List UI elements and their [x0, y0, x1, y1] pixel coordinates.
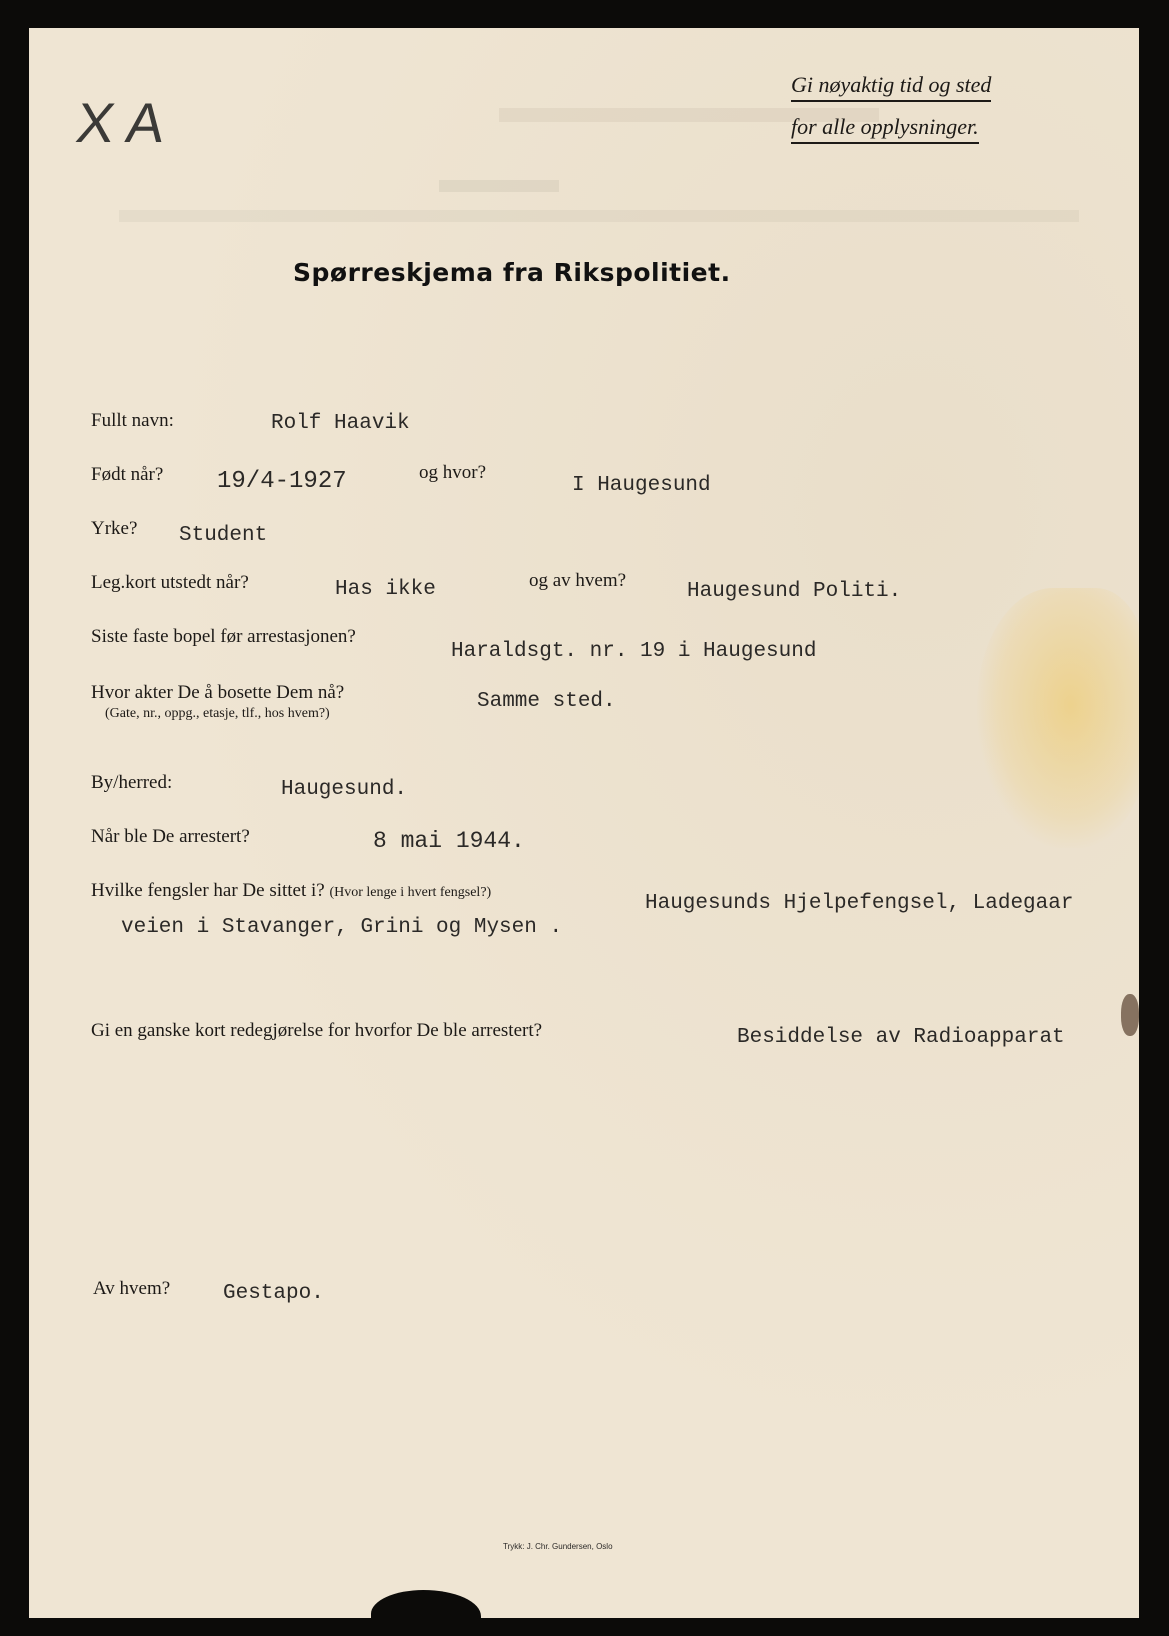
town-value: Haugesund. — [281, 778, 408, 801]
ink-spot — [1121, 994, 1139, 1036]
last-residence-label: Siste faste bopel før arrestasjonen? — [91, 626, 356, 647]
born-where-value: I Haugesund — [572, 474, 711, 497]
instruction-note-line2: for alle opplysninger. — [791, 114, 979, 144]
id-card-by-value: Haugesund Politi. — [687, 580, 902, 603]
form-title: Spørreskjema fra Rikspolitiet. — [293, 258, 731, 287]
bleed-through-line — [119, 210, 1079, 222]
town-label: By/herred: — [91, 772, 173, 793]
reason-value: Besiddelse av Radioapparat — [737, 1026, 1065, 1049]
last-residence-value: Haraldsgt. nr. 19 i Haugesund — [451, 640, 817, 663]
occupation-value: Student — [179, 524, 268, 547]
id-card-issued-value: Has ikke — [335, 578, 436, 601]
instruction-note-line1: Gi nøyaktig tid og sted — [791, 72, 991, 102]
prisons-label: Hvilke fengsler har De sittet i? — [91, 880, 325, 901]
prisons-hint: (Hvor lenge i hvert fengsel?) — [329, 885, 492, 900]
arrested-when-label: Når ble De arrestert? — [91, 826, 250, 847]
arrested-by-label: Av hvem? — [93, 1278, 171, 1299]
full-name-value: Rolf Haavik — [271, 412, 410, 435]
printer-credit: Trykk: J. Chr. Gundersen, Oslo — [503, 1542, 613, 1551]
water-stain — [977, 588, 1139, 848]
future-residence-hint: (Gate, nr., oppg., etasje, tlf., hos hvem?) — [105, 706, 330, 721]
arrested-when-value: 8 mai 1944. — [373, 828, 525, 854]
full-name-label: Fullt navn: — [91, 410, 174, 431]
occupation-label: Yrke? — [91, 518, 138, 539]
bleed-through-line — [439, 180, 559, 192]
prisons-value-line1: Haugesunds Hjelpefengsel, Ladegaar — [645, 892, 1074, 915]
future-residence-label: Hvor akter De å bosette Dem nå? — [91, 682, 345, 703]
future-residence-value: Samme sted. — [477, 690, 616, 713]
born-where-label: og hvor? — [419, 462, 487, 483]
arrested-by-value: Gestapo. — [223, 1282, 324, 1305]
torn-edge — [371, 1590, 481, 1618]
reason-label: Gi en ganske kort redegjørelse for hvorfor De ble arrestert? — [91, 1020, 543, 1041]
prisons-value-line2: veien i Stavanger, Grini og Mysen . — [121, 916, 563, 939]
id-card-by-label: og av hvem? — [529, 570, 627, 591]
born-when-value: 19/4-1927 — [217, 468, 347, 495]
born-when-label: Født når? — [91, 464, 164, 485]
form-page — [29, 28, 1139, 1618]
id-card-issued-label: Leg.kort utstedt når? — [91, 572, 249, 593]
handwritten-mark: X A — [72, 91, 169, 154]
